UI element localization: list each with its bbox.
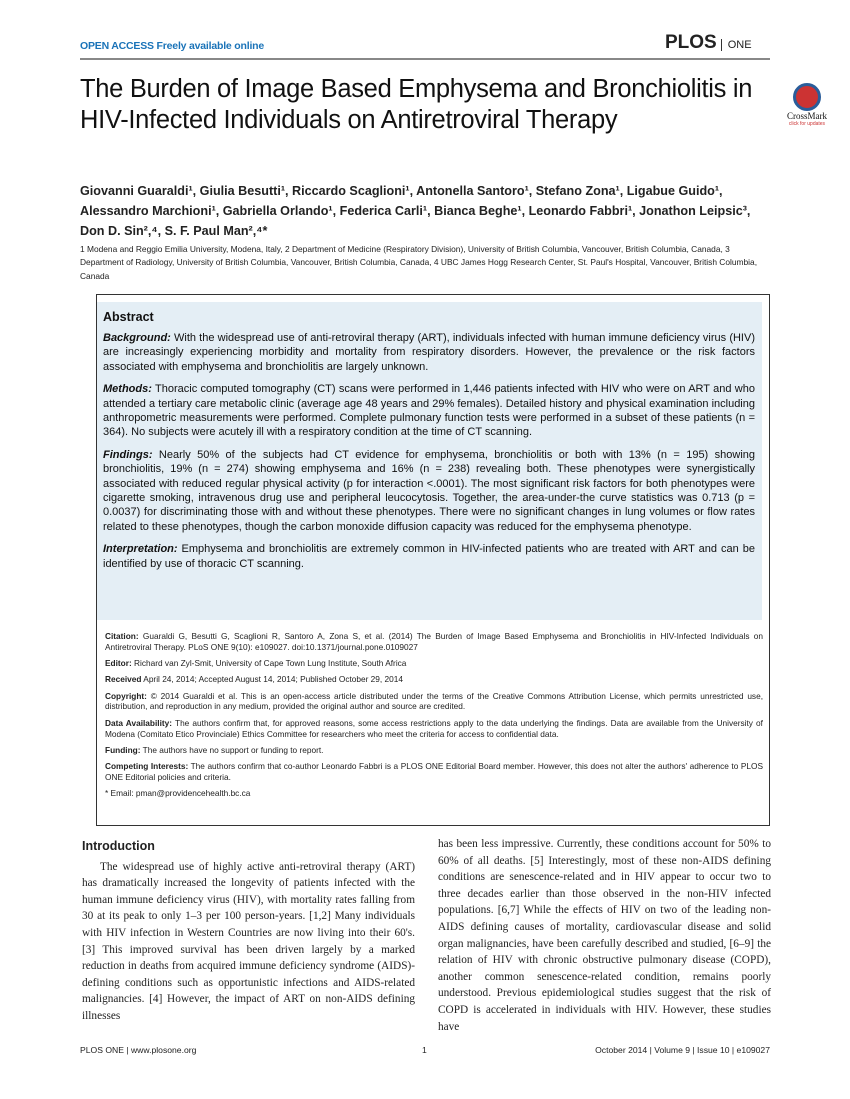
page-number: 1: [422, 1045, 427, 1055]
intro-right-column: [438, 836, 771, 1035]
open-access-label: OPEN ACCESS Freely available online: [80, 40, 265, 52]
competing-interests: Competing Interests: The authors confirm that co-author Leonardo Fabbri is a PLOS ONE Editorial Board member. However, this does not alter the authors' adherence to PLOS ONE Editorial policies and criteria.: [105, 761, 763, 782]
abstract-interpretation: Interpretation: Emphysema and bronchiolitis are extremely common in HIV-infected patients who are treated with ART and can be identified by use of thoracic CT scanning.: [103, 543, 755, 570]
crossmark-label: CrossMark: [787, 111, 827, 121]
footer-journal: PLOS ONE | www.plosone.org: [80, 1045, 197, 1055]
article-metadata: [105, 631, 763, 805]
logo-text: PLOS: [665, 32, 717, 53]
abstract-findings: Findings: Nearly 50% of the subjects had CT evidence for emphysema, bronchiolitis or both with 13% (n = 195) showing bronchiolitis, 19% (n = 274) showing emphysema and 16% (n = 238) revealing both. These phenotypes were synergistically associated with reduced regular physical activity (p for interaction <.0001). The most significant risk factors for both phenotypes were cigarette smoking, intravenous drug use and peripheral leucocytosis. Together, the area-under-the curve statistics was 0.713 (p = 0.0037) for discriminating those with and without these phenotypes. There were no significant changes in lung volumes or flow rates related to these phenotypes, though the carbon monoxide diffusion capacity was reduced for the emphysema phenotype.: [103, 448, 755, 533]
crossmark-icon: [793, 83, 821, 111]
copyright: Copyright: © 2014 Guaraldi et al. This is an open-access article distributed under the terms of the Creative Commons Attribution License, which permits unrestricted use, distribution, and reproduction in any medium, provided the original author and source are credited.: [105, 690, 763, 712]
editor: Editor: Richard van Zyl-Smit, University of Cape Town Lung Institute, South Africa: [105, 658, 407, 669]
citation: Citation: Guaraldi G, Besutti G, Scaglioni R, Santoro A, Zona S, et al. (2014) The Burden of Image Based Emphysema and Bronchiolitis in HIV-Infected Individuals on Antiretroviral Therapy. PLoS ONE 9(10): e109027. doi:10.1371/journal.pone.0109027: [105, 631, 763, 652]
abstract-background: Background: With the widespread use of anti-retroviral therapy (ART), individuals infected with human immune deficiency virus (HIV) are increasingly experiencing morbidity and mortality from respiratory disorders. However, the prevalence or the risk factors associated with emphysema and bronchiolitis are largely unknown.: [103, 332, 755, 373]
intro-paragraph: The widespread use of highly active anti-retroviral therapy (ART) has dramatically increased the longevity of patients infected with the human immune deficiency virus (HIV), with mortality rates falling from 30 at its peak to only 1–3 per 100 person-years. [1,2] Many individuals with HIV infection in Western Countries are now living into their 60's. [3] This improved survival has been driven largely by a marked reduction in deaths from acquired immune deficiency syndrome (AIDS)-defining conditions such as opportunistic infections and AIDS-related malignancies. [4] However, the impact of ART on non-AIDS defining illnesses: [82, 860, 415, 1022]
abstract: [97, 302, 762, 620]
plos-one-logo: [665, 32, 752, 54]
email[interactable]: * Email: pman@providencehealth.bc.ca: [105, 788, 251, 799]
logo-sub: ONE: [721, 39, 752, 51]
intro-heading: Introduction: [82, 839, 155, 853]
funding: Funding: The authors have no support or funding to report.: [105, 744, 324, 755]
dates: Received April 24, 2014; Accepted August 14, 2014; Published October 29, 2014: [105, 674, 403, 685]
data-availability: Data Availability: The authors confirm that, for approved reasons, some access restrictions apply to the data underlying the findings. Data are available from the University of Modena (Comitato Etico Provinciale) Ethics Committee for researchers who meet the criteria for access to confidential data.: [105, 717, 763, 739]
author-list: Giovanni Guaraldi¹, Giulia Besutti¹, Riccardo Scaglioni¹, Antonella Santoro¹, Stefano Zona¹, Ligabue Guido¹, Alessandro Marchioni¹, Gabriella Orlando¹, Federica Carli¹, Bianca Beghe¹, Leonardo Fabbri¹, Jonathon Leipsic³, Don D. Sin²,⁴, S. F. Paul Man²,⁴*: [80, 184, 751, 238]
header-divider: [80, 58, 770, 60]
crossmark-badge[interactable]: [787, 83, 827, 127]
abstract-methods: Methods: Thoracic computed tomography (CT) scans were performed in 1,446 patients infected with HIV who were on ART and who attended a tertiary care metabolic clinic (average age 48 years and 29% females). Detailed history and physical examination including anthropometric measurements were performed. Complete pulmonary function tests were performed in a subset of these patients (n = 364). No subjects were acutely ill with a respiratory condition at the time of CT scanning.: [103, 383, 755, 439]
abstract-heading: Abstract: [103, 310, 154, 324]
intro-paragraph-continued: has been less impressive. Currently, these conditions account for 50% to 60% of all deaths. [5] Interestingly, most of these non-AIDS defining conditions are senescence-related and in HIV appear to occur two to three decades earlier than those observed in the non-HIV infected populations. [6,7] While the effects of HIV on two of the leading non-AIDS defining causes of mortality, cardiovascular disease and solid organ malignancies, have been carefully described and studied, [6–9] the relation of HIV with chronic obstructive pulmonary disease (COPD), another common senescence-related condition, remains poorly understood. Previous epidemiological studies suggest that the risk of COPD is accelerated in individuals with HIV. However, these studies have: [438, 838, 771, 1033]
affiliations: 1 Modena and Reggio Emilia University, Modena, Italy, 2 Department of Medicine (Respiratory Division), University of British Columbia, Vancouver, British Columbia, Canada, 3 Department of Radiology, University of British Columbia, Vancouver, British Columbia, Canada, 4 UBC James Hogg Research Center, St. Paul's Hospital, Vancouver, British Columbia, Canada: [80, 244, 758, 281]
footer-issue: October 2014 | Volume 9 | Issue 10 | e109027: [595, 1045, 770, 1055]
intro-left-column: [82, 838, 415, 1025]
article-title: The Burden of Image Based Emphysema and Bronchiolitis in HIV-Infected Individuals on Antiretroviral Therapy: [80, 75, 753, 134]
crossmark-sub: click for updates: [788, 121, 826, 127]
